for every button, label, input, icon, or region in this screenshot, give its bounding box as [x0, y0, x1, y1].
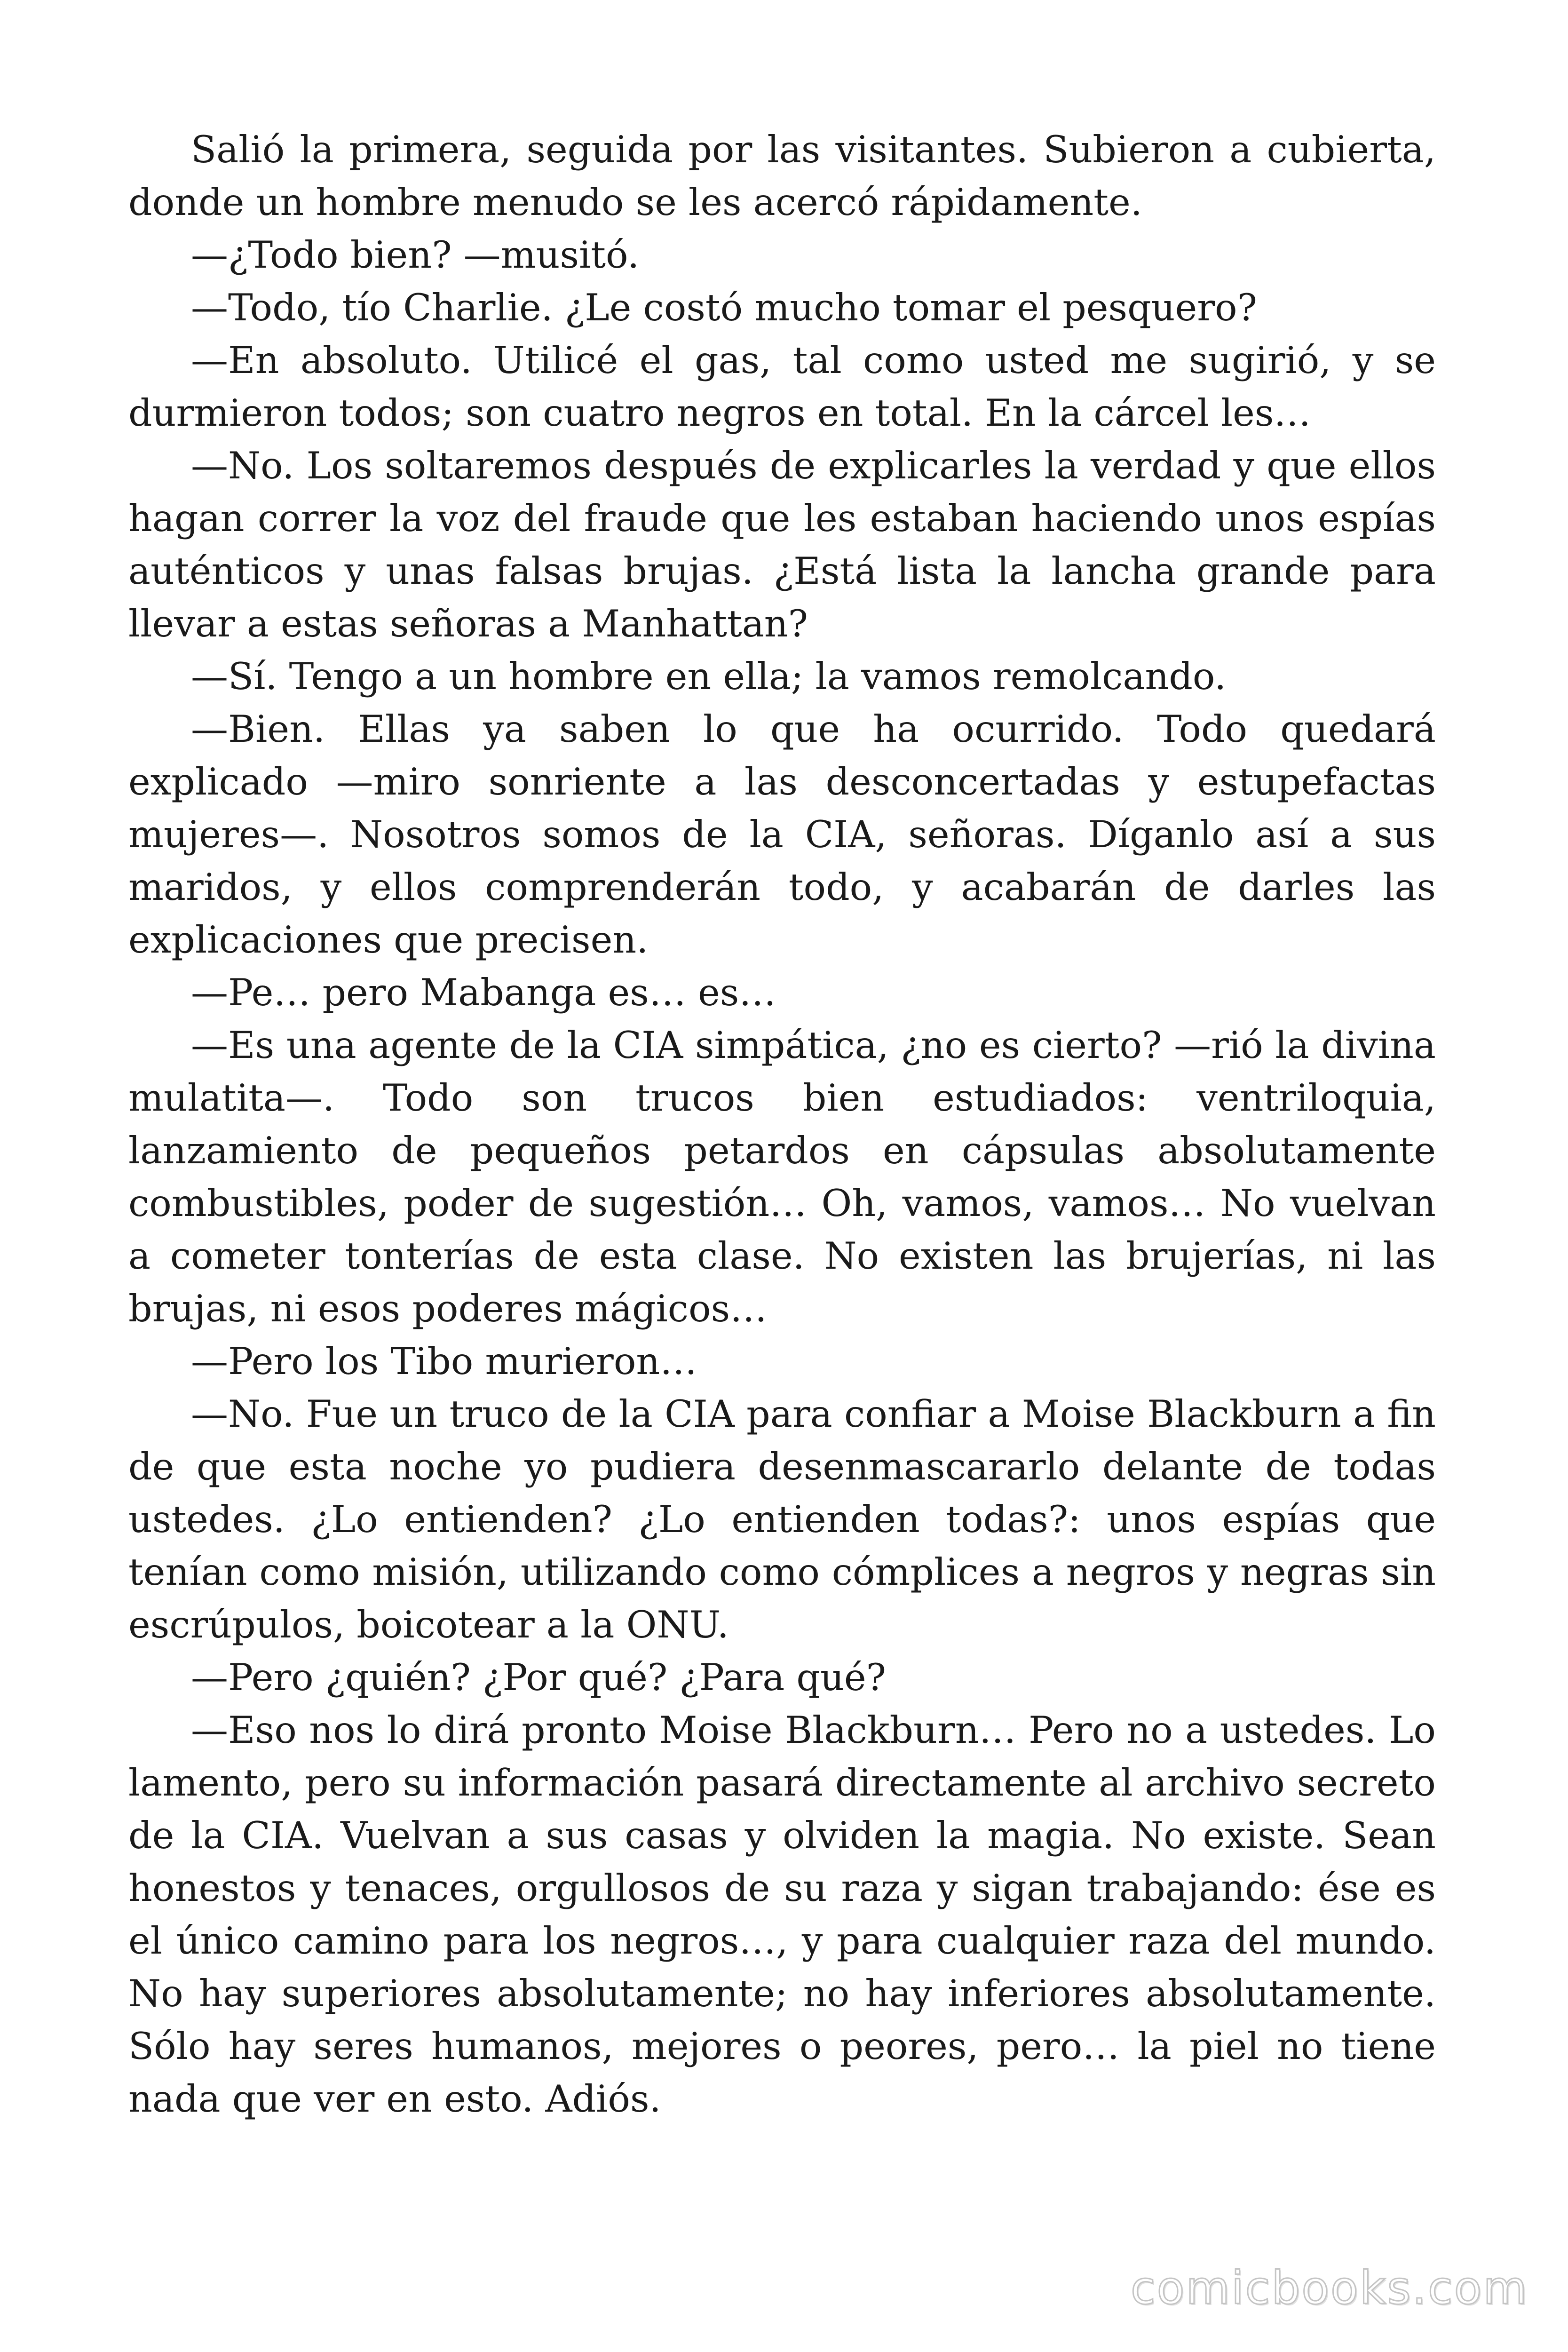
paragraph: —No. Los soltaremos después de explicarles la verdad y que ellos hagan correr la voz del fraude que les estaban haciendo unos espías auténticos y unas falsas brujas. ¿Está lista la lancha grande para llevar a estas señoras a Manhattan?	[128, 444, 1436, 645]
paragraph: —En absoluto. Utilicé el gas, tal como usted me sugirió, y se durmieron todos; son cuatro negros en total. En la cárcel les…	[128, 339, 1436, 435]
paragraph: —Eso nos lo dirá pronto Moise Blackburn… Pero no a ustedes. Lo lamento, pero su información pasará directamente al archivo secreto de la CIA. Vuelvan a sus casas y olviden la magia. No existe. Sean honestos y tenaces, orgullosos de su raza y sigan trabajando: ése es el único camino para los negros…, y para cualquier raza del mundo. No hay superiores absolutamente; no hay inferiores absolutamente. Sólo hay seres humanos, mejores o peores, pero… la piel no tiene nada que ver en esto. Adiós.	[128, 1708, 1436, 2121]
paragraph: —No. Fue un truco de la CIA para confiar a Moise Blackburn a fin de que esta noche yo pudiera desenmascararlo delante de todas ustedes. ¿Lo entienden? ¿Lo entienden todas?: unos espías que tenían como misión, utilizando como cómplices a negros y negras sin escrúpulos, boicotear a la ONU.	[128, 1392, 1436, 1646]
paragraph: —Pero ¿quién? ¿Por qué? ¿Para qué?	[191, 1656, 886, 1699]
paragraph: Salió la primera, seguida por las visitantes. Subieron a cubierta, donde un hombre menudo se les acercó rápidamente.	[128, 128, 1436, 224]
paragraph: —¿Todo bien? —musitó.	[191, 233, 640, 277]
paragraph: —Pe… pero Mabanga es… es…	[191, 971, 776, 1014]
paragraph: —Sí. Tengo a un hombre en ella; la vamos remolcando.	[191, 655, 1227, 698]
paragraph: —Bien. Ellas ya saben lo que ha ocurrido. Todo quedará explicado —miro sonriente a las desconcertadas y estupefactas mujeres—. Nosotros somos de la CIA, señoras. Díganlo así a sus maridos, y ellos comprenderán todo, y acabarán de darles las explicaciones que precisen.	[128, 707, 1436, 961]
body-text	[128, 123, 1436, 2125]
watermark: comicbooks.com	[1130, 2262, 1528, 2314]
paragraph: —Pero los Tibo murieron…	[191, 1340, 697, 1383]
paragraph: —Es una agente de la CIA simpática, ¿no es cierto? —rió la divina mulatita—. Todo son trucos bien estudiados: ventriloquia, lanzamiento de pequeños petardos en cápsulas absolutamente combustibles, poder de sugestión… Oh, vamos, vamos… No vuelvan a cometer tonterías de esta clase. No existen las brujerías, ni las brujas, ni esos poderes mágicos…	[128, 1024, 1436, 1330]
paragraph: —Todo, tío Charlie. ¿Le costó mucho tomar el pesquero?	[191, 286, 1257, 329]
